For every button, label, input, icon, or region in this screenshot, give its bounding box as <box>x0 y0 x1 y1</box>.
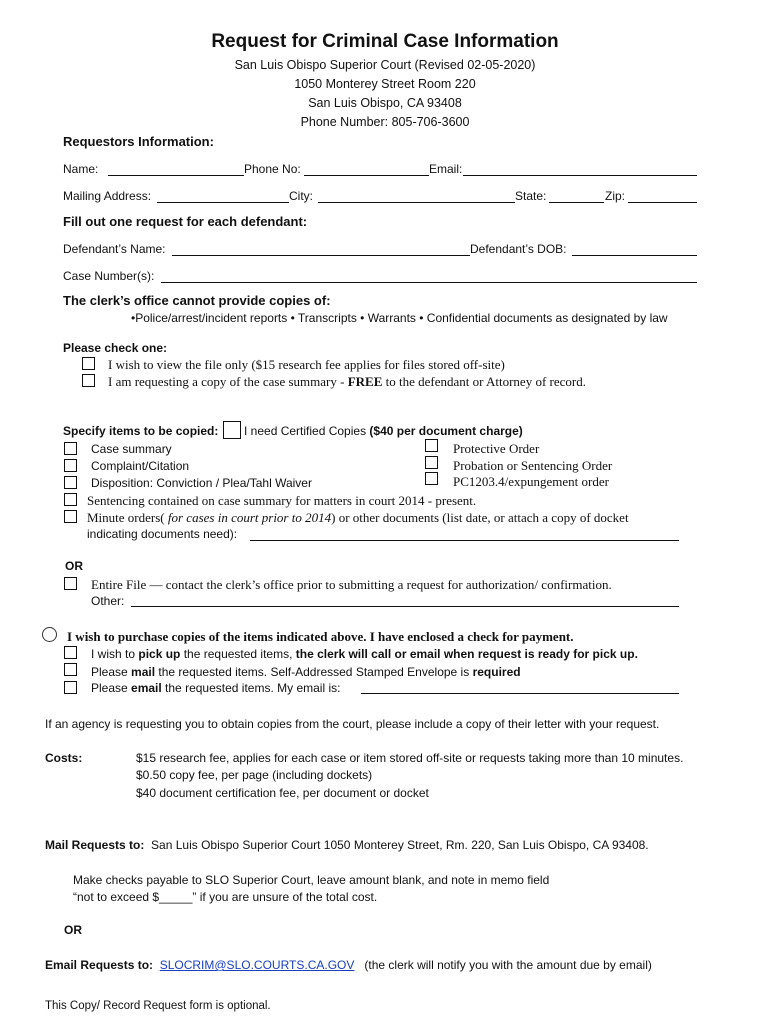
zip-field[interactable] <box>628 202 697 203</box>
form-title: Request for Criminal Case Information <box>211 31 559 52</box>
purchase-radio[interactable] <box>42 627 57 642</box>
view-file-checkbox[interactable] <box>82 357 95 370</box>
defendant-name-field[interactable] <box>172 255 470 256</box>
city-field[interactable] <box>318 202 515 203</box>
court-street: 1050 Monterey Street Room 220 <box>294 77 476 91</box>
phone-label: Phone No: <box>244 162 301 176</box>
email-delivery-label: Please email the requested items. My email is: <box>91 681 341 695</box>
defendant-name-label: Defendant’s Name: <box>63 242 166 256</box>
email-checkbox[interactable] <box>64 681 77 694</box>
items-heading: Specify items to be copied: <box>63 424 219 438</box>
checks-line2: “not to exceed $_____” if you are unsure of the total cost. <box>73 890 378 904</box>
probation-order-label: Probation or Sentencing Order <box>453 458 613 473</box>
sentencing-checkbox[interactable] <box>64 493 77 506</box>
case-numbers-label: Case Number(s): <box>63 269 155 283</box>
view-file-label: I wish to view the file only ($15 research fee applies for files stored off-site) <box>108 357 505 372</box>
state-label: State: <box>515 189 547 203</box>
mail-label: Please mail the requested items. Self-Addressed Stamped Envelope is required <box>91 665 521 679</box>
defendant-dob-label: Defendant’s DOB: <box>470 242 567 256</box>
case-summary-copy-checkbox[interactable] <box>82 374 95 387</box>
delivery-email-field[interactable] <box>361 693 679 694</box>
disposition-label: Disposition: Conviction / Plea/Tahl Waiver <box>91 476 312 490</box>
complaint-label: Complaint/Citation <box>91 459 190 473</box>
or-divider-2: OR <box>64 923 82 937</box>
name-label: Name: <box>63 162 99 176</box>
requestor-heading: Requestors Information: <box>63 134 214 149</box>
complaint-checkbox[interactable] <box>64 459 77 472</box>
court-name: San Luis Obispo Superior Court (Revised 02-05-2020) <box>234 58 536 72</box>
cost-copy: $0.50 copy fee, per page (including dockets) <box>136 768 373 782</box>
email-label: Email: <box>429 162 463 176</box>
checks-line1: Make checks payable to SLO Superior Court, leave amount blank, and note in memo field <box>73 873 550 887</box>
phone-field[interactable] <box>304 175 429 176</box>
defendant-heading: Fill out one request for each defendant: <box>63 214 308 229</box>
pickup-checkbox[interactable] <box>64 646 77 659</box>
zip-label: Zip: <box>605 189 626 203</box>
or-divider: OR <box>65 559 83 573</box>
other-field[interactable] <box>131 606 679 607</box>
protective-order-label: Protective Order <box>453 441 540 456</box>
entire-file-label: Entire File — contact the clerk’s office prior to submitting a request for authorization/ confirmation. <box>91 577 612 592</box>
case-summary-checkbox[interactable] <box>64 442 77 455</box>
purchase-label: I wish to purchase copies of the items indicated above. I have enclosed a check for payment. <box>67 629 574 644</box>
mailing-field[interactable] <box>157 202 289 203</box>
minute-orders-label: Minute orders( for cases in court prior to 2014) or other documents (list date, or attach a copy of docket <box>87 510 629 525</box>
case-summary-label: Case summary <box>91 442 172 456</box>
city-label: City: <box>289 189 313 203</box>
case-summary-copy-label: I am requesting a copy of the case summary - FREE to the defendant or Attorney of record. <box>108 374 586 389</box>
expungement-order-label: PC1203.4/expungement order <box>453 474 609 489</box>
mailing-label: Mailing Address: <box>63 189 152 203</box>
sentencing-label: Sentencing contained on case summary for matters in court 2014 - present. <box>87 493 477 508</box>
agency-note: If an agency is requesting you to obtain copies from the court, please include a copy of their letter with your request. <box>45 717 660 731</box>
court-phone: Phone Number: 805-706-3600 <box>300 115 470 129</box>
pickup-label: I wish to pick up the requested items, the clerk will call or email when request is ready for pick up. <box>91 647 638 661</box>
defendant-dob-field[interactable] <box>572 255 697 256</box>
entire-file-checkbox[interactable] <box>64 577 77 590</box>
cost-research: $15 research fee, applies for each case or item stored off-site or requests taking more than 10 minutes. <box>136 751 684 765</box>
expungement-order-checkbox[interactable] <box>425 472 438 485</box>
disposition-checkbox[interactable] <box>64 476 77 489</box>
documents-needed-label: indicating documents need): <box>87 527 238 541</box>
restrictions-heading: The clerk’s office cannot provide copies of: <box>63 293 331 308</box>
state-field[interactable] <box>549 202 604 203</box>
certified-copies-label: I need Certified Copies ($40 per document charge) <box>244 424 523 438</box>
cost-certification: $40 document certification fee, per document or docket <box>136 786 429 800</box>
email-requests: Email Requests to: SLOCRIM@SLO.COURTS.CA.GOV (the clerk will notify you with the amount due by email) <box>45 958 652 972</box>
email-field[interactable] <box>463 175 697 176</box>
court-city: San Luis Obispo, CA 93408 <box>308 96 462 110</box>
documents-needed-field[interactable] <box>250 540 679 541</box>
other-label: Other: <box>91 594 125 608</box>
certified-copies-checkbox[interactable] <box>223 421 241 439</box>
case-numbers-field[interactable] <box>161 282 697 283</box>
mail-checkbox[interactable] <box>64 663 77 676</box>
costs-label: Costs: <box>45 751 83 765</box>
check-one-heading: Please check one: <box>63 341 168 355</box>
restrictions-list: •Police/arrest/incident reports • Transcripts • Warrants • Confidential documents as designated by law <box>131 311 668 325</box>
probation-order-checkbox[interactable] <box>425 456 438 469</box>
protective-order-checkbox[interactable] <box>425 439 438 452</box>
clerk-email-link[interactable]: SLOCRIM@SLO.COURTS.CA.GOV <box>159 958 355 972</box>
footer-note: This Copy/ Record Request form is optional. <box>45 1000 271 1012</box>
mail-requests: Mail Requests to: San Luis Obispo Superior Court 1050 Monterey Street, Rm. 220, San Luis Obispo, CA 93408. <box>45 838 649 852</box>
minute-orders-checkbox[interactable] <box>64 510 77 523</box>
name-field[interactable] <box>108 175 244 176</box>
